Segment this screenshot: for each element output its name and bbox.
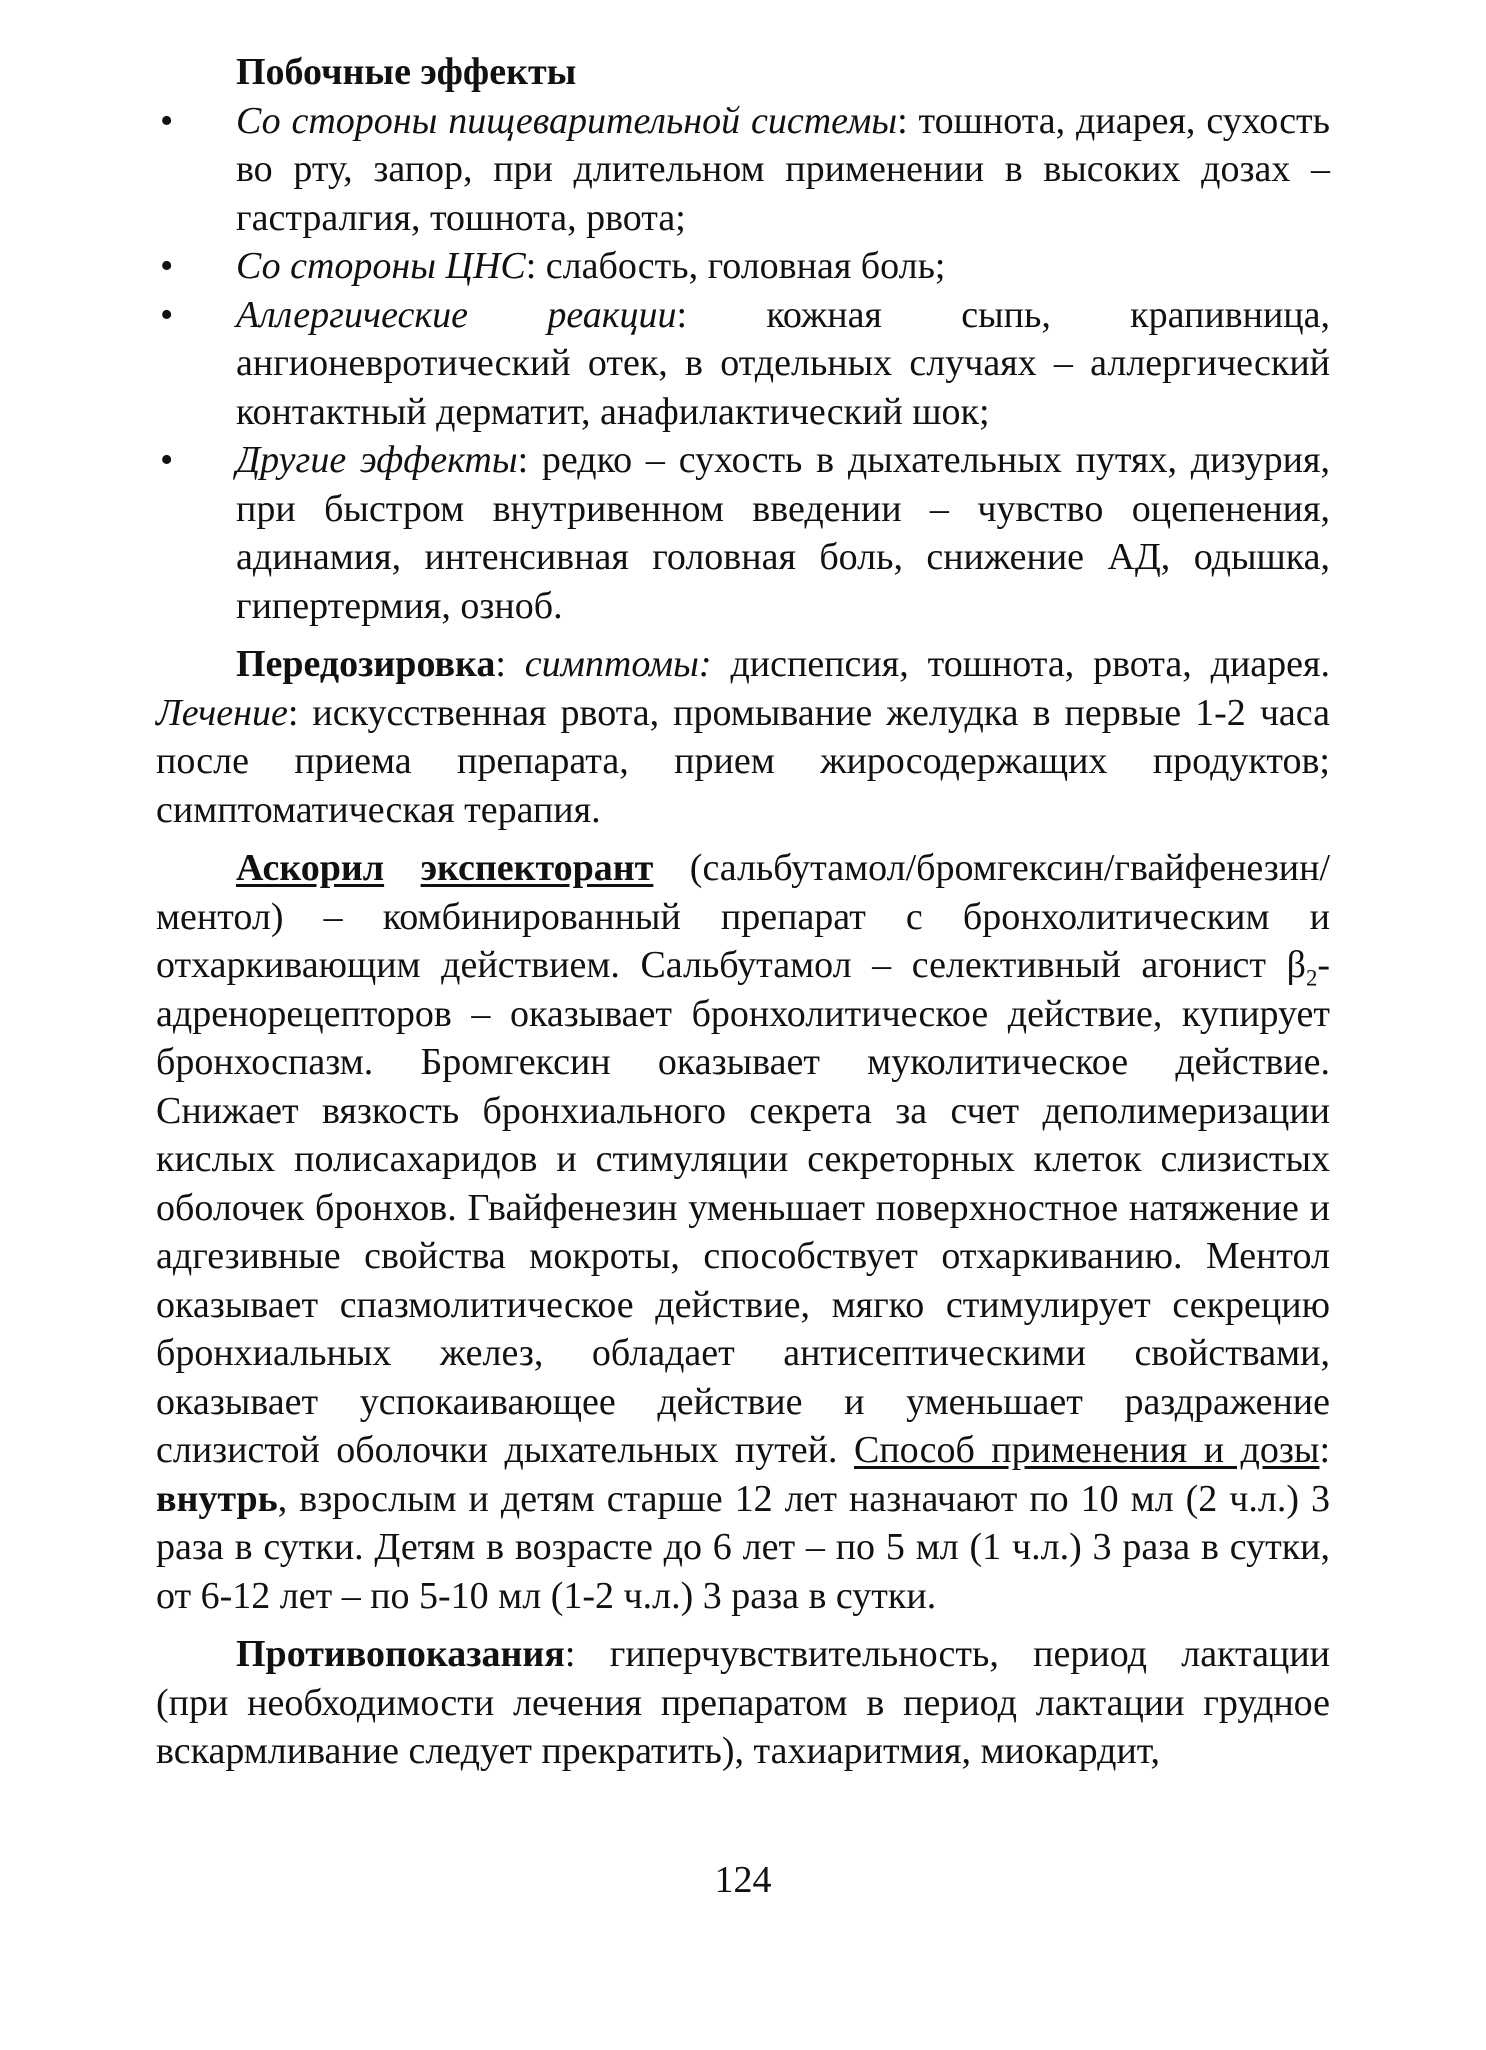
treatment-label: Лечение (156, 691, 288, 734)
dosage-colon: : (1319, 1429, 1330, 1471)
beta-subscript: 2 (1305, 965, 1318, 991)
overdose-paragraph (156, 640, 1330, 834)
symptoms-label: симптомы: (524, 643, 712, 685)
list-item (156, 242, 1330, 291)
overdose-title: Передозировка (236, 643, 496, 685)
list-item-label: Со стороны пищеварительной системы (236, 99, 898, 142)
list-item-text: : слабость, головная боль; (525, 245, 946, 287)
list-item (156, 436, 1330, 630)
page-number: 124 (714, 1859, 772, 1901)
overdose-colon: : (495, 643, 525, 685)
list-item (156, 97, 1330, 243)
side-effects-list (156, 97, 1330, 631)
treatment-text: : искусственная рвота, промывание желудка в первые 1-2 часа после приема препарата, прием жиросодержащих продуктов; симптоматическая терапия. (156, 691, 1330, 831)
list-item-label: Со стороны ЦНС (236, 245, 526, 287)
contraindications-title: Противопоказания (236, 1633, 565, 1675)
list-item-text: : редко – сухость в дыхательных путях, дизурия, при быстром внутривенном введении – чувство оцепенения, адинамия, интенсивная головная боль, снижение АД, одышка, гипертермия, озноб. (236, 439, 1330, 627)
bullet-icon: • (160, 293, 174, 336)
drug-description: (сальбутамол/бромгексин/гвайфенезин/ментол) – комбинированный препарат с бронхолитическим и отхаркивающим действием. Сальбутамол – селективный агонист β (156, 847, 1330, 986)
bullet-icon: • (160, 439, 174, 481)
list-item-text: : тошнота, диарея, сухость во рту, запор, при длительном применении в высоких дозах – гастралгия, тошнота, рвота; (236, 99, 1330, 239)
drug-name-part2: экспекторант (420, 847, 654, 889)
drug-name-part1: Аскорил (236, 847, 385, 889)
page-text (156, 48, 1330, 1776)
dosage-label: Способ применения и дозы (854, 1429, 1320, 1471)
contraindications-paragraph (156, 1630, 1330, 1776)
list-item-label: Аллергические реакции (236, 293, 677, 336)
drug-paragraph (156, 844, 1330, 1620)
bullet-icon: • (160, 99, 174, 142)
list-item (156, 291, 1330, 437)
list-item-label: Другие эффекты (236, 439, 518, 481)
drug-description-cont: -адренорецепторов – оказывает бронхолитическое действие, купирует бронхоспазм. Бромгексин оказывает муколитическое действие. Снижает вязкость бронхиального секрета за счет деполимеризации кислых полисахаридов и стимуляции секреторных клеток слизистых оболочек бронхов. Гвайфенезин уменьшает поверхностное натяжение и адгезивные свойства мокроты, способствует отхаркиванию. Ментол оказывает спазмолитическое действие, мягко стимулирует секрецию бронхиальных желез, обладает антисептическими свойствами, оказывает успокаивающее действие и уменьшает раздражение слизистой оболочки дыхательных путей. (156, 944, 1330, 1471)
section-heading: Побочные эффекты (236, 51, 577, 93)
list-item-text: : кожная сыпь, крапивница, ангионевротический отек, в отдельных случаях – аллергический контактный дерматит, анафилактический шок; (236, 293, 1330, 433)
contraindications-text: : гиперчувствительность, период лактации (при необходимости лечения препаратом в период лактации грудное вскармливание следует прекратить), тахиаритмия, миокардит, (156, 1633, 1330, 1772)
drug-name-space (384, 847, 420, 889)
dosage-route: внутрь (156, 1477, 278, 1520)
dosage-text: , взрослым и детям старше 12 лет назначают по 10 мл (2 ч.л.) 3 раза в сутки. Детям в возрасте до 6 лет – по 5 мл (1 ч.л.) 3 раза в сутки, от 6-12 лет – по 5-10 мл (1-2 ч.л.) 3 раза в сутки. (156, 1477, 1330, 1617)
symptoms-text: диспепсия, тошнота, рвота, диарея. (711, 643, 1330, 685)
bullet-icon: • (160, 245, 174, 287)
